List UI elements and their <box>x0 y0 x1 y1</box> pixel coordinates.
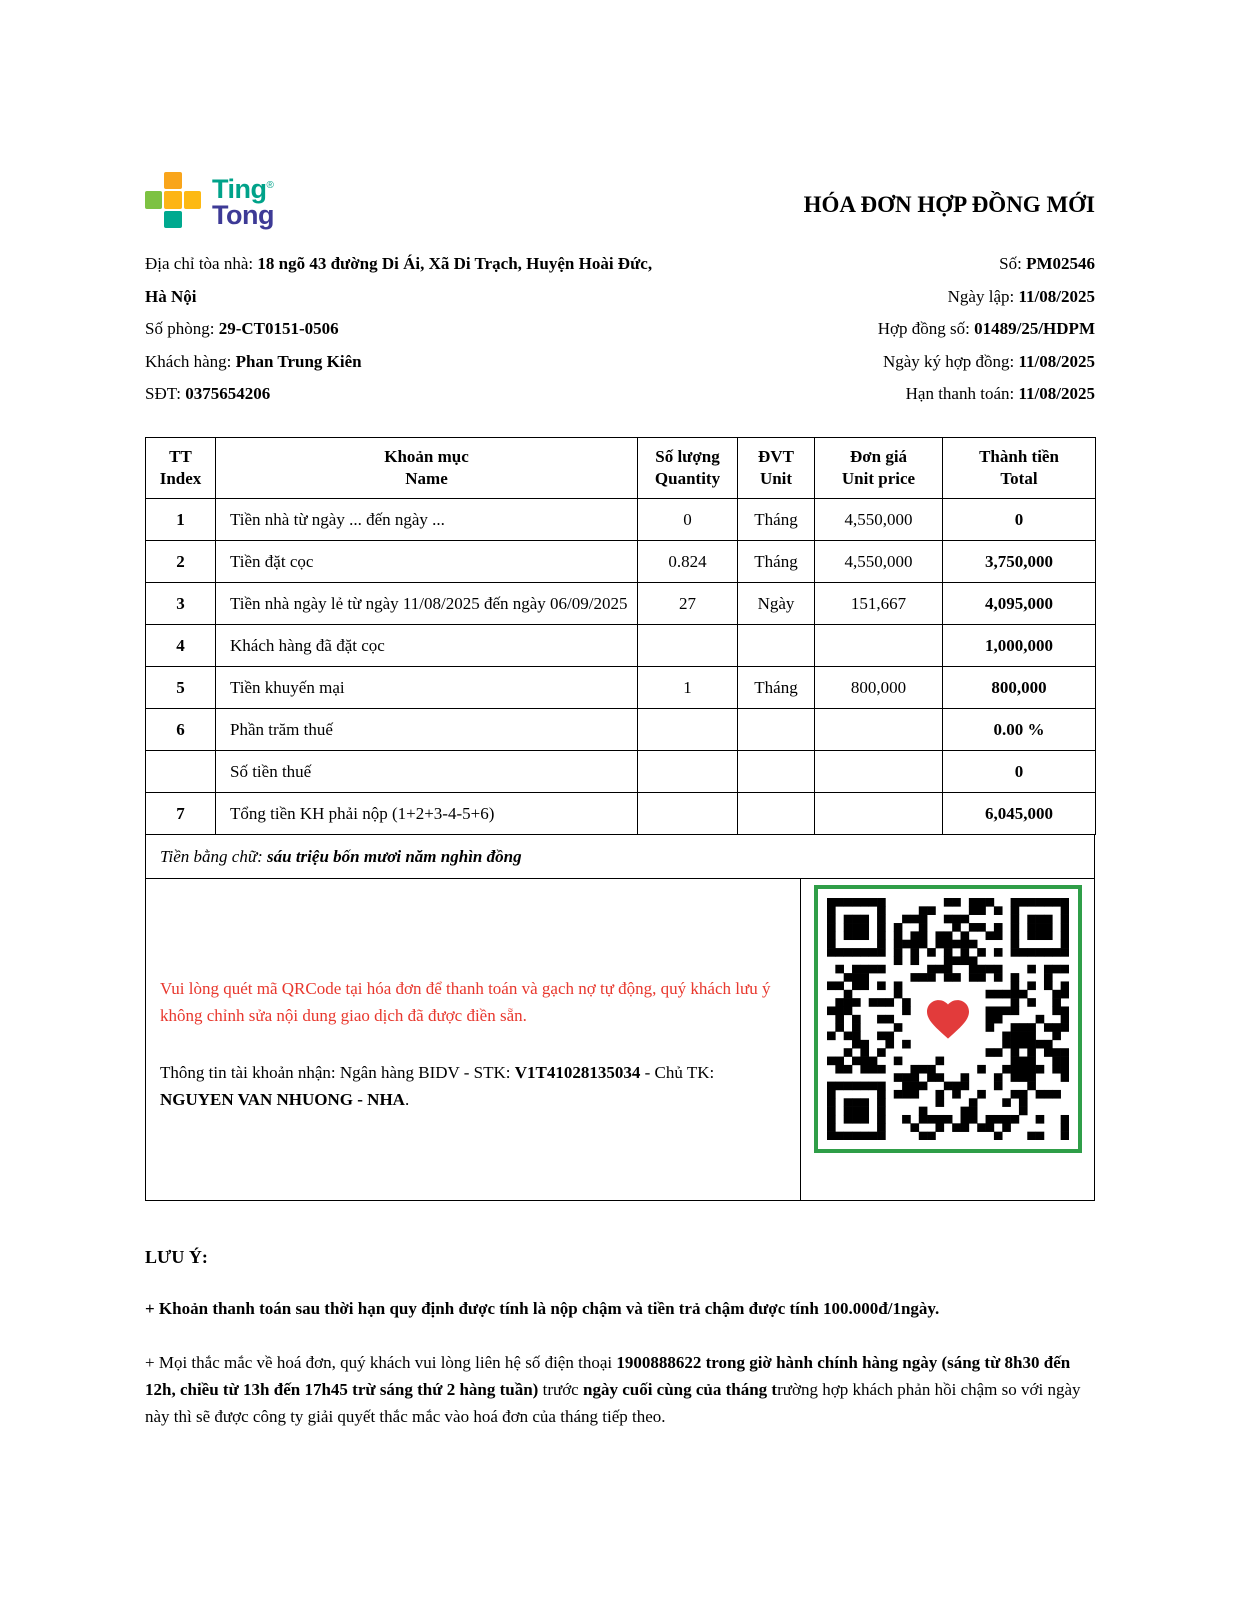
tingtong-logo <box>145 172 274 228</box>
document-title: HÓA ĐƠN HỢP ĐỒNG MỚI <box>803 192 1095 217</box>
info-value: Phan Trung Kiên <box>235 351 362 371</box>
invoice-table-body <box>146 498 1096 834</box>
cell-qty: 27 <box>638 582 738 624</box>
info-label: Hợp đồng số: <box>877 319 975 338</box>
logo-ting: Ting® <box>212 173 274 204</box>
hotline-number: 1900888622 trong giờ hành chính hàng ngày (sáng từ 8h30 đến 12h, chiều từ 13h đến 17h45 trừ sáng thứ 2 hàng tuần) <box>145 1352 1071 1399</box>
info-due-date <box>878 378 1095 411</box>
cell-tt: 3 <box>146 582 216 624</box>
info-customer-name <box>145 346 670 379</box>
cell-qty <box>638 750 738 792</box>
cell-price <box>815 750 943 792</box>
cell-qty: 0 <box>638 498 738 540</box>
cell-price: 4,550,000 <box>815 498 943 540</box>
info-issue-date <box>878 281 1095 314</box>
cell-price <box>815 624 943 666</box>
table-header-row <box>146 437 1096 498</box>
cell-name: Tiền nhà ngày lẻ từ ngày 11/08/2025 đến ngày 06/09/2025 <box>216 582 638 624</box>
cell-total: 1,000,000 <box>943 624 1096 666</box>
col-header-unit: ĐVT Unit <box>738 437 815 498</box>
cell-total: 0 <box>943 498 1096 540</box>
cell-price: 151,667 <box>815 582 943 624</box>
info-label: Số: <box>999 254 1027 273</box>
col-header-total: Thành tiền Total <box>943 437 1096 498</box>
info-value: 29-CT0151-0506 <box>218 319 339 338</box>
cell-unit: Tháng <box>738 666 815 708</box>
info-value: 11/08/2025 <box>1018 384 1095 403</box>
cell-total: 3,750,000 <box>943 540 1096 582</box>
notes-section <box>145 1247 1095 1430</box>
cell-tt: 1 <box>146 498 216 540</box>
late-payment-note: + Khoản thanh toán sau thời hạn quy định được tính là nộp chậm và tiền trả chậm được tính 100.000đ/1ngày. <box>145 1298 940 1318</box>
col-header-quantity: Số lượng Quantity <box>638 437 738 498</box>
info-label: Ngày ký hợp đồng: <box>882 351 1019 371</box>
qr-frame <box>814 885 1082 1153</box>
cell-qty <box>638 708 738 750</box>
info-value: PM02546 <box>1026 254 1095 273</box>
info-label: Khách hàng: <box>145 351 236 371</box>
notes-title: LƯU Ý: <box>145 1246 208 1267</box>
info-value: 01489/25/HDPM <box>974 319 1095 338</box>
invoice-meta <box>878 248 1095 411</box>
cell-price: 800,000 <box>815 666 943 708</box>
info-room-number <box>145 313 670 346</box>
cell-name: Tổng tiền KH phải nộp (1+2+3-4-5+6) <box>216 792 638 834</box>
col-header-name: Khoản mục Name <box>216 437 638 498</box>
qr-code <box>827 898 1069 1140</box>
cell-unit: Ngày <box>738 582 815 624</box>
info-contract-sign-date <box>878 346 1095 379</box>
amount-in-words-label: Tiền bằng chữ: <box>160 846 268 866</box>
info-phone <box>145 378 670 411</box>
cell-total: 4,095,000 <box>943 582 1096 624</box>
cell-total: 0 <box>943 750 1096 792</box>
info-value: 18 ngõ 43 đường Di Ái, Xã Di Trạch, Huyện Hoài Đức, Hà Nội <box>145 254 653 306</box>
table-row <box>146 666 1096 708</box>
info-label: Địa chỉ tòa nhà: <box>145 254 258 273</box>
info-value: 11/08/2025 <box>1018 286 1095 306</box>
cell-name: Tiền nhà từ ngày ... đến ngày ... <box>216 498 638 540</box>
tingtong-plus-icon <box>145 172 201 228</box>
cell-tt <box>146 750 216 792</box>
cell-qty: 0.824 <box>638 540 738 582</box>
account-holder: NGUYEN VAN NHUONG - NHA <box>160 1089 405 1109</box>
invoice-table <box>145 437 1096 835</box>
info-label: Số phòng: <box>145 319 219 338</box>
info-value: 11/08/2025 <box>1018 351 1095 371</box>
table-row <box>146 498 1096 540</box>
invoice-info <box>145 248 1095 411</box>
cell-qty <box>638 792 738 834</box>
heart-icon <box>927 1000 969 1039</box>
cell-price <box>815 708 943 750</box>
col-header-index: TT Index <box>146 437 216 498</box>
cell-price <box>815 792 943 834</box>
logo-wordmark <box>212 173 274 228</box>
cell-unit <box>738 750 815 792</box>
info-label: SĐT: <box>145 384 186 403</box>
account-number: V1T41028135034 <box>514 1062 641 1082</box>
cell-name: Phần trăm thuế <box>216 708 638 750</box>
table-row <box>146 792 1096 834</box>
info-label: Ngày lập: <box>947 286 1019 306</box>
table-row <box>146 708 1096 750</box>
payment-instructions <box>146 879 801 1200</box>
cell-qty <box>638 624 738 666</box>
cell-name: Số tiền thuế <box>216 750 638 792</box>
cell-name: Tiền khuyến mại <box>216 666 638 708</box>
info-contract-number <box>878 313 1095 346</box>
cell-tt: 2 <box>146 540 216 582</box>
info-invoice-number <box>878 248 1095 281</box>
payment-section <box>145 879 1095 1201</box>
cell-qty: 1 <box>638 666 738 708</box>
cell-unit <box>738 708 815 750</box>
cell-unit: Tháng <box>738 498 815 540</box>
table-row <box>146 624 1096 666</box>
cell-total: 0.00 % <box>943 708 1096 750</box>
cell-tt: 6 <box>146 708 216 750</box>
amount-in-words-value: sáu triệu bốn mươi năm nghìn đồng <box>267 846 522 866</box>
col-header-unit-price: Đơn giá Unit price <box>815 437 943 498</box>
registered-mark-icon: ® <box>266 179 274 191</box>
cell-tt: 5 <box>146 666 216 708</box>
qr-area <box>801 879 1094 1200</box>
cell-unit <box>738 624 815 666</box>
cell-tt: 7 <box>146 792 216 834</box>
info-label: Hạn thanh toán: <box>905 384 1019 403</box>
qr-warning-text: Vui lòng quét mã QRCode tại hóa đơn để thanh toán và gạch nợ tự động, quý khách lưu ý không chỉnh sửa nội dung giao dịch đã được điền sẵn. <box>160 978 771 1025</box>
cell-unit: Tháng <box>738 540 815 582</box>
info-building-address <box>145 248 670 313</box>
table-row <box>146 750 1096 792</box>
bank-account-info: Thông tin tài khoản nhận: Ngân hàng BIDV - STK: V1T41028135034 - Chủ TK: NGUYEN VAN NHUONG - NHA. <box>160 1062 715 1109</box>
info-value: 0375654206 <box>185 384 271 403</box>
table-row <box>146 582 1096 624</box>
cell-price: 4,550,000 <box>815 540 943 582</box>
logo-tong: Tong <box>212 199 274 230</box>
table-row <box>146 540 1096 582</box>
amount-in-words <box>145 835 1095 879</box>
cell-name: Tiền đặt cọc <box>216 540 638 582</box>
customer-info <box>145 248 670 411</box>
header <box>145 172 1095 228</box>
cell-tt: 4 <box>146 624 216 666</box>
cell-name: Khách hàng đã đặt cọc <box>216 624 638 666</box>
cell-unit <box>738 792 815 834</box>
cell-total: 6,045,000 <box>943 792 1096 834</box>
support-note: + Mọi thắc mắc về hoá đơn, quý khách vui lòng liên hệ số điện thoại 1900888622 trong giờ hành chính hàng ngày (sáng từ 8h30 đến 12h, chiều từ 13h đến 17h45 trừ sáng thứ 2 hàng tuần) trước ngày cuối cùng của tháng trường hợp khách phản hồi chậm so với ngày này thì sẽ được công ty giải quyết thắc mắc vào hoá đơn của tháng tiếp theo. <box>145 1352 1081 1426</box>
cell-total: 800,000 <box>943 666 1096 708</box>
